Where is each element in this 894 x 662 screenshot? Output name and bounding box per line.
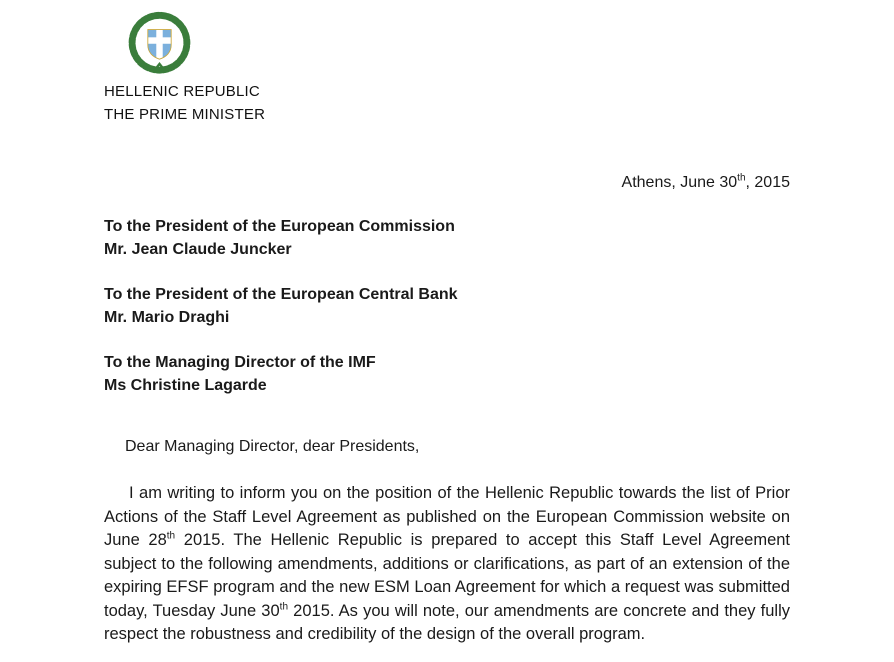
letterhead (104, 0, 790, 126)
org-name-line2: THE PRIME MINISTER (104, 105, 266, 123)
recipient-name: Mr. Mario Draghi (104, 309, 230, 326)
body-paragraph-1 (104, 482, 790, 647)
recipient-european-commission (104, 215, 790, 261)
recipient-imf (104, 351, 790, 397)
shield (148, 30, 171, 60)
recipient-name: Mr. Jean Claude Juncker (104, 241, 292, 258)
cross-vertical-bar (156, 30, 162, 60)
paragraph-text-2: 2015. The Hellenic Republic is prepared to accept this Staff Level Agreement subject to the following amendments, additions or clarifications, as part of an extension of the expiring EFSF program and the new ESM Loan Agreement for which a request was submitted today, Tuesday June 30 (104, 531, 791, 620)
ordinal-superscript-1: th (166, 530, 176, 542)
greek-coat-of-arms-icon (123, 5, 196, 79)
dateline-city-date: Athens, June 30 (621, 174, 738, 191)
recipient-name: Ms Christine Lagarde (104, 377, 267, 394)
recipient-title: To the President of the European Central Bank (104, 286, 458, 303)
org-name-line1: HELLENIC REPUBLIC (104, 83, 260, 100)
cross-horizontal-bar (148, 37, 171, 43)
dateline-year: , 2015 (745, 174, 790, 191)
ordinal-superscript-2: th (279, 601, 289, 612)
recipients-block (104, 215, 790, 397)
recipient-title: To the Managing Director of the IMF (104, 354, 376, 371)
salutation: Dear Managing Director, dear Presidents, (125, 438, 420, 455)
recipient-european-central-bank (104, 283, 790, 329)
paragraph-text-1: I am writing to inform you on the position of the Hellenic Republic towards the list of Prior Actions of the Staff Level Agreement as published on the European Commission website on June 28 (104, 484, 790, 549)
dateline (104, 171, 790, 195)
paragraph-text-3: 2015. As you will note, our amendments are concrete and they fully respect the robustness and credibility of the design of the overall program. (104, 601, 790, 643)
recipient-title: To the President of the European Commission (104, 218, 455, 235)
dateline-ordinal: th (737, 172, 746, 184)
